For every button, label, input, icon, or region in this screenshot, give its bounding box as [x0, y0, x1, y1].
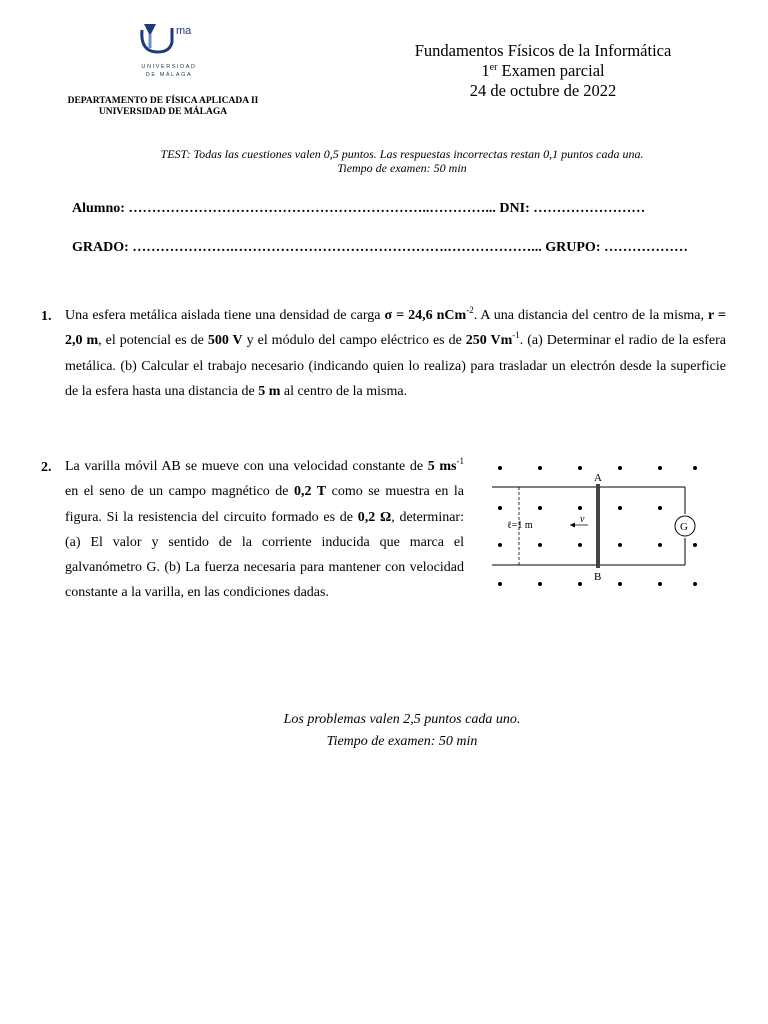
p1-text-e: . (a) Determinar el radio de la esfera metálica. (b) Calcular el trabajo necesario (indicando quien lo realiza) para trasladar un electrón desde la superficie de la esfera hasta una distancia de	[65, 333, 726, 399]
p1-text-d: y el módulo del campo eléctrico es de	[242, 333, 466, 349]
grado-field[interactable]: GRADO: ………………….……………………………………….………………... GRUPO: ………………	[72, 240, 688, 255]
problem-1-text	[65, 303, 726, 404]
logo-line-1: UNIVERSIDAD	[141, 64, 197, 70]
logo-mark-text: ma	[176, 25, 192, 37]
footer	[40, 709, 764, 753]
label-length: ℓ=1 m	[507, 520, 533, 531]
course-name: Fundamentos Físicos de la Informática	[414, 41, 672, 60]
logo-line-2: DE MÁLAGA	[145, 72, 193, 78]
p1-text-f: al centro de la misma.	[280, 383, 408, 399]
p2-text-a: La varilla móvil AB se mueve con una velocidad constante de	[65, 459, 428, 474]
p1-field: 250 Vm	[465, 333, 513, 349]
university-logo	[136, 22, 226, 82]
p2-text-d: , determinar: (a) El valor y sentido de la corriente inducida que marca el galvanómetro G. (b) La fuerza necesaria para mantener con velocidad constante a la varilla, en las condiciones dadas.	[65, 509, 464, 601]
p1-final-distance: 5 m	[258, 383, 281, 399]
label-b: B	[594, 571, 602, 583]
alumno-field[interactable]: Alumno: ………………………………………………………..…………... DNI: ……………………	[72, 201, 646, 216]
footer-line-1: Los problemas valen 2,5 puntos cada uno.	[283, 712, 521, 727]
rod-ab	[596, 484, 600, 568]
p1-charge-density: σ = 24,6 nCm	[384, 308, 467, 323]
footer-line-2: Tiempo de examen: 50 min	[326, 734, 478, 749]
circuit-figure	[480, 452, 728, 602]
p2-text-c: como se muestra en la figura. Si la resistencia del circuito formado es de	[65, 484, 464, 525]
department	[40, 96, 286, 118]
label-v: v	[580, 514, 585, 525]
label-g: G	[680, 521, 688, 533]
dept-line-1: DEPARTAMENTO DE FÍSICA APLICADA II	[67, 96, 259, 106]
exam-ordinal: er	[489, 62, 498, 73]
p2-velocity: 5 ms	[427, 459, 457, 474]
p1-text-a: Una esfera metálica aislada tiene una densidad de carga	[65, 308, 385, 323]
test-line-1: TEST: Todas las cuestiones valen 0,5 puntos. Las respuestas incorrectas restan 0,1 puntos cada una.	[160, 147, 644, 161]
label-a: A	[594, 472, 602, 484]
p1-sup-1: -2	[466, 305, 474, 315]
problem-2-number: 2.	[41, 460, 52, 475]
p1-distance: r = 2,0 m	[65, 308, 726, 349]
exam-label	[370, 61, 716, 81]
p2-sup-1: -1	[456, 456, 464, 466]
p1-sup-2: -1	[512, 330, 520, 341]
exam-title	[370, 41, 716, 101]
test-line-2: Tiempo de examen: 50 min	[337, 161, 467, 175]
dept-line-2: UNIVERSIDAD DE MÁLAGA	[98, 107, 228, 117]
velocity-arrowhead-icon	[570, 523, 575, 528]
p2-resistance: 0,2 Ω	[357, 509, 392, 525]
p1-text-b: . A una distancia del centro de la misma,	[473, 308, 709, 323]
exam-number: 1	[481, 61, 490, 80]
exam-date: 24 de octubre de 2022	[469, 81, 617, 100]
p2-field: 0,2 T	[294, 484, 327, 500]
problem-2-text	[65, 454, 464, 606]
problem-1-number: 1.	[41, 309, 52, 324]
test-instructions	[40, 147, 764, 175]
p1-text-c: , el potencial es de	[98, 333, 208, 349]
p1-potential: 500 V	[207, 333, 243, 349]
logo-mark-icon	[136, 22, 200, 62]
exam-type: Examen parcial	[497, 61, 605, 80]
p2-text-b: en el seno de un campo magnético de	[65, 484, 295, 500]
